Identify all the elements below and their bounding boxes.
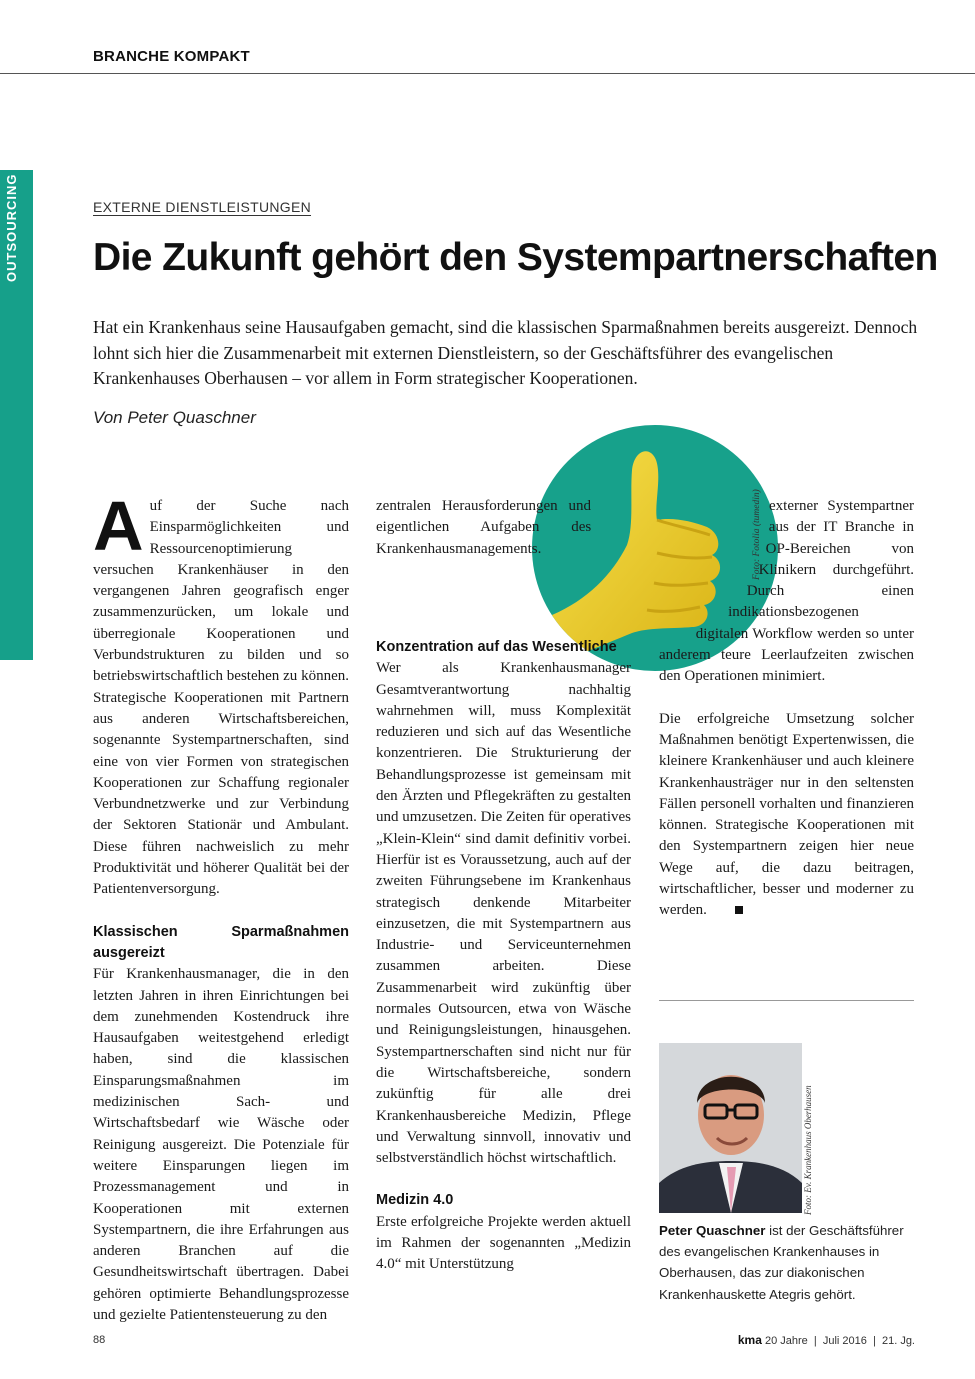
image-credit: Foto: Fotolia (tumedin) [752,489,762,580]
author-box-divider [659,1000,914,1001]
article-column-1 [93,487,349,1326]
portrait-icon [659,1043,802,1213]
article-lead: Hat ein Krankenhaus seine Hausaufgaben gemacht, sind die klassischen Sparmaßnahmen bereits ausgereizt. Dennoch lohnt sich hier die Zusammenarbeit mit externen Dienstleistern, so der Geschäftsführer des evangelischen Krankenhauses Oberhausen – vor allem in Form strategischer Kooperationen. [93,317,918,388]
paragraph: Erste erfolgreiche Projekte werden aktuell im Rahmen der sogenannten „Medizin 4.0“ mit Unterstützung [376,1213,631,1273]
footer-issue-info [738,1333,915,1347]
article-kicker: EXTERNE DIENSTLEISTUNGEN [93,199,312,215]
paragraph: Wer als Krankenhausmanager Gesamtverantwortung nachhaltig wahrnehmen will, muss Komplexität reduzieren und sich auf das Wesentliche konzentrieren. Die Strukturierung der Behandlungsprozesse ist gemeinsam mit den Ärzten und Pflegekräften zu gestalten und umzusetzen. Die Zeiten für operatives „Klein-Klein“ sind damit definitiv vorbei. Hierfür ist es Voraussetzung, auch auf der zweiten Führungsebene im Krankenhaus strategisch denkende Mitarbeiter einzusetzen, die mit Systempartnern aus Industrie- und Serviceunternehmen zusammen arbeiten. Diese Zusammenarbeit wird zukünftig über normales Outsourcen, etwa von Wäsche und Reinigungsleistungen, hinausgehen. Systempartnerschaften sind nicht nur für die Wirtschaftsbereiche, sondern zukünftig für alle drei Krankenhausbereiche Medizin, Pflege und Verwaltung sinnvoll, innovativ und selbstverständlich höchst wirtschaftlich. [376,660,631,1167]
footer-issue: 20 Jahre | Juli 2016 | 21. Jg. [761,1335,915,1347]
article-byline: Von Peter Quaschner [93,408,256,427]
author-portrait [659,1043,802,1213]
author-caption [659,1220,919,1305]
paragraph-text: Die erfolgreiche Umsetzung solcher Maßnahmen benötigt Expertenwissen, die kleinere Krankenhäuser und auch kleinere Krankenhausträger nur in den seltensten Fällen personell vorhalten und finanzieren können. Strategische Kooperationen mit den Systempartnern zeigen hier neue Wege auf, die dazu beitragen, wirtschaftlicher, besser und moderner zu werden. [659,710,914,919]
footer-brand: kma [737,1333,762,1347]
article-column-2 [376,496,631,1276]
article-headline: Die Zukunft gehört den Systempartnerschaften [93,236,938,279]
paragraph: uf der Suche nach Einsparmöglichkeiten und Ressourcenoptimierung versuchen Krankenhäuser in den vergangenen Jahren geografisch enger zusammenzurücken, um lokale und überregionale Kooperationen und Verbundstrukturen zu bilden und so betriebswirtschaftlich bestehen zu können. Strategische Kooperationen mit Partnern aus anderen Wirtschaftsbereichen, sogenannte Systempartnerschaften, sind eine von vier Formen von strategischen Kooperationen zur Schaffung regionaler Verbundnetzwerke und zur Verbindung der Sektoren Stationär und Ambulant. Diese führen nachweislich zu mehr Produktivität und höherer Qualität bei der Patientenversorgung. [93,498,349,898]
drop-cap: A [93,487,144,565]
page-number: 88 [93,1334,106,1346]
subheading: Medizin 4.0 [376,1192,454,1209]
subheading: Klassischen Sparmaßnahmen ausgereizt [93,923,349,961]
side-category-label: OUTSOURCING [4,173,19,282]
caption-name: Peter Quaschner [659,1223,766,1238]
article-column-3 [659,496,914,922]
paragraph [659,709,914,922]
paragraph: Für Krankenhausmanager, die in den letzten Jahren in ihren Einrichtungen bei dem zunehmenden Kostendruck ihre Hausaufgaben weitestgehend erledigt haben, sind die klassischen Einsparungsmaßnahmen im medizinischen Sach- und Wirtschaftsbedarf wie Wäsche oder Reinigung ausgereizt. Die Potenziale für weitere Einsparungen liegen im Prozessmanagement und in Kooperationen mit externen Systempartnern, die ihre Erfahrungen aus anderen Branchen auf die Gesundheitswirtschaft übertragen. Dabei gehören optimierte Behandlungsprozesse und gezielte Patientensteuerung zu den [93,966,349,1323]
subheading: Konzentration auf das Wesentliche [376,639,617,655]
photo-credit: Foto: Ev. Krankenhaus Oberhausen [803,1085,813,1215]
paragraph: zentralen Herausforderungen und eigentlichen Aufgaben des Krankenhausmanagements. [376,498,592,557]
side-category-tab [0,170,33,660]
header-divider [0,73,975,74]
paragraph: externer Systempartner aus der IT Branche in OP-Bereichen von Klinikern durchgeführt. Durch einen indikationsbezogenen digitalen Workflow werden so unter anderem teure Leerlaufzeiten zwischen den Operationen minimiert. [659,498,914,685]
section-header: BRANCHE KOMPAKT [93,48,250,65]
caption-text: ist der Geschäftsführer des evangelischen Krankenhauses in Oberhausen, das zur diakonischen Krankenhauskette Ategris gehört. [659,1223,904,1302]
end-of-article-mark [735,906,743,914]
